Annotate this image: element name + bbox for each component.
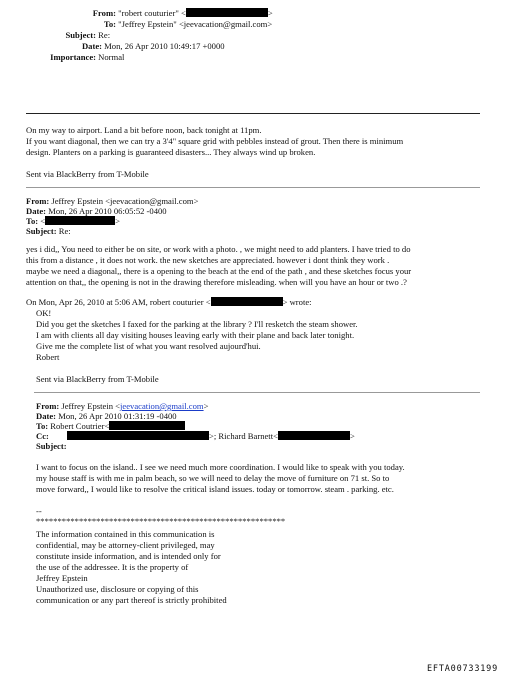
header-from-label: From: [92,8,116,18]
quote-signature-line: Sent via BlackBerry from T-Mobile [36,374,159,384]
header-date-row [20,41,225,52]
header-subject-row [20,30,110,41]
header-subject-label: Subject: [65,30,96,40]
msg3-subject-label: Subject: [36,441,67,451]
msg2-subject-label: Subject: [26,226,57,236]
msg3-from-row [36,401,208,412]
email-link[interactable]: jeevacation@gmail.com [120,401,204,411]
body-line: If you want diagonal, then we can try a 3'4" square grid with pebbles instead of grout. Then there is minimum [26,136,404,146]
msg2-to-end: > [115,216,120,226]
disclaimer-line: the use of the addressee. It is the property of [36,562,189,572]
header-importance-row [20,52,124,63]
quote-line: I am with clients all day visiting houses leaving early with their plane and back later tonight. [36,330,355,340]
msg2-to-value: < [40,216,46,226]
msg2-date-row [26,206,167,217]
redaction-bar [211,297,283,306]
redaction-bar [67,431,209,440]
redaction-bar [109,421,185,430]
msg2-to-label: To: [26,216,39,226]
header-divider [26,113,480,114]
disclaimer-line: constitute inside information, and is intended only for [36,551,221,561]
header-date-value: Mon, 26 Apr 2010 10:49:17 +0000 [104,41,225,51]
msg3-to-row [36,421,185,432]
msg3-from-end: > [203,401,209,411]
signature-stars: ********************************************************** [36,516,286,526]
body-line: design. Planters on a parking is guaranteed disasters... They always wind up broken. [26,147,316,157]
header-from-end: > [267,8,273,18]
msg3-date-row [36,411,177,422]
quote-line: Robert [36,352,60,362]
disclaimer-line: communication or any part thereof is strictly prohibited [36,595,227,605]
header-to-value: "Jeffrey Epstein" <jeevacation@gmail.com> [118,19,273,29]
msg3-cc-row [36,431,355,442]
quote-line: OK! [36,308,52,318]
body-line: I want to focus on the island.. I see we need much more coordination. I would like to speak with you today. [36,462,405,472]
signature-line: Sent via BlackBerry from T-Mobile [26,169,149,179]
msg3-to-label: To: [36,421,49,431]
body-line: On my way to airport. Land a bit before noon, back tonight at 11pm. [26,125,262,135]
quote-separator [34,392,480,393]
msg2-to-row [26,216,120,227]
header-to-label: To: [103,19,116,29]
msg3-date-value: Mon, 26 Apr 2010 01:31:19 -0400 [58,411,177,421]
body-line: my house staff is with me in palm beach, so we will need to delay the move of furniture on 71 st. So to [36,473,390,483]
quote-intro-line [26,297,312,308]
disclaimer-line: confidential, may be attorney-client privileged, may [36,540,215,550]
msg2-from-value: Jeffrey Epstein <jeevacation@gmail.com> [51,196,199,206]
bates-number: EFTA00733199 [426,664,498,674]
msg2-from-label: From: [26,196,50,206]
redaction-bar [278,431,350,440]
header-from-row [20,8,273,19]
msg3-cc-end: > [349,431,355,441]
msg3-date-label: Date: [36,411,57,421]
body-line: attention on that,, the opening is not in the drawing therefore misleading. when will you have an hour or two .? [26,277,407,287]
quote-intro-end: > wrote: [282,297,312,307]
message-separator [26,187,480,188]
msg3-cc-label: Cc: [36,431,49,441]
body-line: yes i did,, You need to either be on site, or work with a photo. , we might need to add planters. I have tried to do [26,244,411,254]
msg3-to-value: Robert Coutrier< [50,421,110,431]
header-importance-label: Importance: [50,52,96,62]
msg2-subject-value: Re: [58,226,71,236]
body-line: maybe we need a diagonal,, there is a opening to the beach at the end of the path , and these sketches focus your [26,266,412,276]
msg3-from-name: Jeffrey Epstein < [61,401,121,411]
msg2-from-row [26,196,198,207]
msg2-date-label: Date: [26,206,47,216]
msg3-subject-row [36,441,67,452]
quote-intro-start: On Mon, Apr 26, 2010 at 5:06 AM, robert couturier < [26,297,211,307]
msg3-from-label: From: [36,401,60,411]
signature-dashes: -- [36,506,42,516]
disclaimer-line: Unauthorized use, disclosure or copying of this [36,584,199,594]
redaction-bar [45,216,115,225]
msg2-subject-row [26,226,71,237]
header-importance-value: Normal [98,52,125,62]
body-line: this from a distance , it does not work. the new sketches are appreciated. however i dont think they work . [26,255,390,265]
body-line: move forward,, I would like to resolve the critical island issues. today or tomorrow. steam . parking. etc. [36,484,394,494]
header-date-label: Date: [81,41,102,51]
msg3-cc-mid: >; Richard Barnett< [209,431,278,441]
quote-line: Give me the complete list of what you want resolved aujourd'hui. [36,341,261,351]
disclaimer-line: Jeffrey Epstein [36,573,88,583]
redaction-bar [186,8,268,17]
disclaimer-line: The information contained in this communication is [36,529,215,539]
quote-line: Did you get the sketches I faxed for the parking at the library ? I'll resketch the steam shower. [36,319,358,329]
header-from-value: "robert couturier" < [118,8,186,18]
header-to-row [20,19,272,30]
header-subject-value: Re: [98,30,111,40]
msg2-date-value: Mon, 26 Apr 2010 06:05:52 -0400 [48,206,167,216]
